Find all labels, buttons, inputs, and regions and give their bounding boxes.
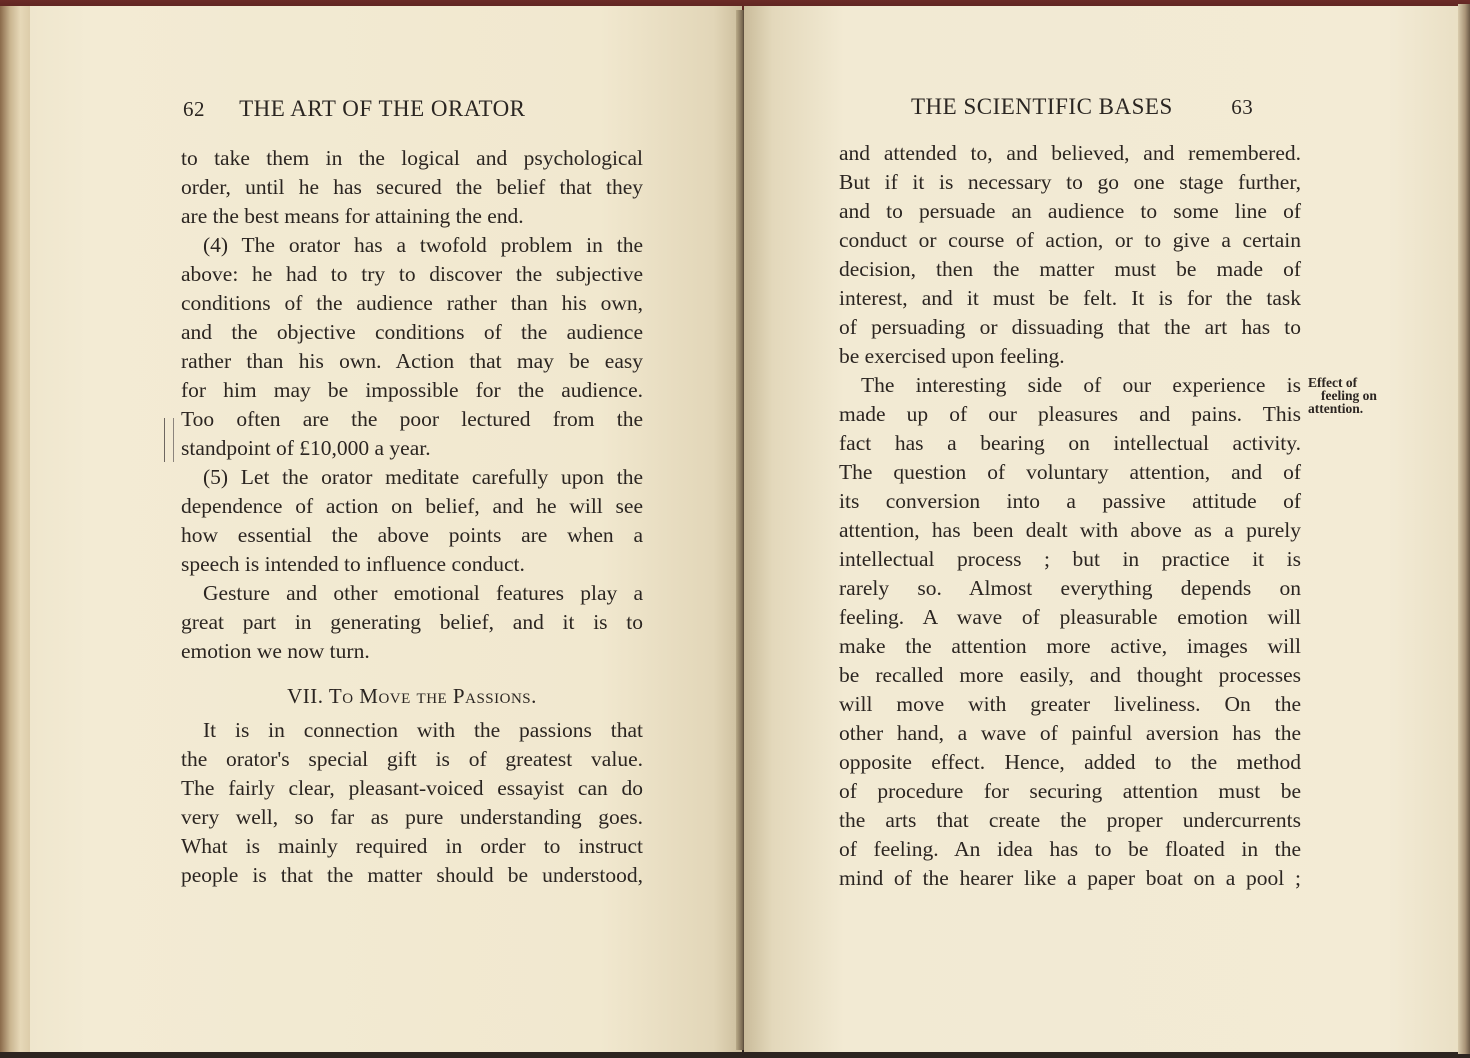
text-line: the orator's special gift is of greatest value. — [181, 747, 643, 771]
marginal-note-line: feeling on — [1321, 388, 1377, 403]
text-line: dependence of action on belief, and he will see — [181, 494, 643, 518]
text-line: of feeling. An idea has to be floated in the — [839, 837, 1301, 861]
text-line: will move with greater liveliness. On the — [839, 692, 1301, 716]
text-line: emotion we now turn. — [181, 639, 370, 663]
text-line: are the best means for attaining the end. — [181, 204, 524, 228]
left-page-number: 62 — [183, 97, 205, 121]
text-line: people is that the matter should be understood, — [181, 863, 643, 887]
text-line: and the objective conditions of the audience — [181, 320, 643, 344]
left-running-head — [183, 96, 526, 122]
text-line: rather than his own. Action that may be easy — [181, 349, 643, 373]
text-line: and attended to, and believed, and remembered. — [839, 141, 1301, 165]
text-line: opposite effect. Hence, added to the method — [839, 750, 1301, 774]
text-line: standpoint of £10,000 a year. — [181, 436, 431, 460]
right-body-text — [839, 139, 1301, 893]
text-line: very well, so far as pure understanding goes. — [181, 805, 643, 829]
text-line: The question of voluntary attention, and of — [839, 460, 1301, 484]
marginal-note — [1308, 376, 1388, 415]
left-body-text — [181, 144, 643, 890]
text-line: its conversion into a passive attitude of — [839, 489, 1301, 513]
text-line: speech is intended to influence conduct. — [181, 552, 525, 576]
text-line: interest, and it must be felt. It is for the task — [839, 286, 1301, 310]
text-line: mind of the hearer like a paper boat on a pool ; — [839, 866, 1301, 890]
text-line: of persuading or dissuading that the art has to — [839, 315, 1301, 339]
text-line: decision, then the matter must be made of — [839, 257, 1301, 281]
text-line: order, until he has secured the belief that they — [181, 175, 643, 199]
text-line: (4) The orator has a twofold problem in the — [203, 233, 643, 257]
pencil-margin-mark — [164, 418, 174, 462]
section-heading: VII. To Move the Passions. — [287, 684, 537, 708]
text-line: conduct or course of action, or to give a certain — [839, 228, 1301, 252]
text-line: make the attention more active, images will — [839, 634, 1301, 658]
text-line: intellectual process ; but in practice it is — [839, 547, 1301, 571]
text-line: be recalled more easily, and thought processes — [839, 663, 1301, 687]
text-line: conditions of the audience rather than his own, — [181, 291, 643, 315]
text-line: feeling. A wave of pleasurable emotion will — [839, 605, 1301, 629]
text-line: above: he had to try to discover the subjective — [181, 262, 643, 286]
text-line: made up of our pleasures and pains. This — [839, 402, 1301, 426]
text-line: the arts that create the proper undercurrents — [839, 808, 1301, 832]
text-line: (5) Let the orator meditate carefully upon the — [203, 465, 643, 489]
text-line: The interesting side of our experience is — [861, 373, 1301, 397]
right-running-title: THE SCIENTIFIC BASES — [911, 94, 1173, 119]
text-line: for him may be impossible for the audience. — [181, 378, 643, 402]
text-line: great part in generating belief, and it is to — [181, 610, 643, 634]
text-line: attention, has been dealt with above as a purely — [839, 518, 1301, 542]
marginal-note-line: attention. — [1308, 401, 1364, 416]
right-page-number: 63 — [1231, 95, 1254, 119]
text-line: rarely so. Almost everything depends on — [839, 576, 1301, 600]
marginal-note-line: Effect of — [1308, 375, 1358, 390]
left-running-title: THE ART OF THE ORATOR — [239, 96, 526, 121]
text-line: Gesture and other emotional features play a — [203, 581, 643, 605]
text-line: be exercised upon feeling. — [839, 344, 1065, 368]
text-line: The fairly clear, pleasant-voiced essayist can do — [181, 776, 643, 800]
text-line: and to persuade an audience to some line of — [839, 199, 1301, 223]
text-line: But if it is necessary to go one stage further, — [839, 170, 1301, 194]
right-running-head — [911, 94, 1253, 120]
text-line: how essential the above points are when a — [181, 523, 643, 547]
text-line: What is mainly required in order to instruct — [181, 834, 643, 858]
text-line: fact has a bearing on intellectual activity. — [839, 431, 1301, 455]
text-line: to take them in the logical and psychological — [181, 146, 643, 170]
text-line: of procedure for securing attention must be — [839, 779, 1301, 803]
text-line: other hand, a wave of painful aversion has the — [839, 721, 1301, 745]
page-edges-right — [1458, 4, 1470, 1054]
page-edges-left — [0, 6, 34, 1052]
text-line: It is in connection with the passions that — [203, 718, 643, 742]
text-line: Too often are the poor lectured from the — [181, 407, 643, 431]
